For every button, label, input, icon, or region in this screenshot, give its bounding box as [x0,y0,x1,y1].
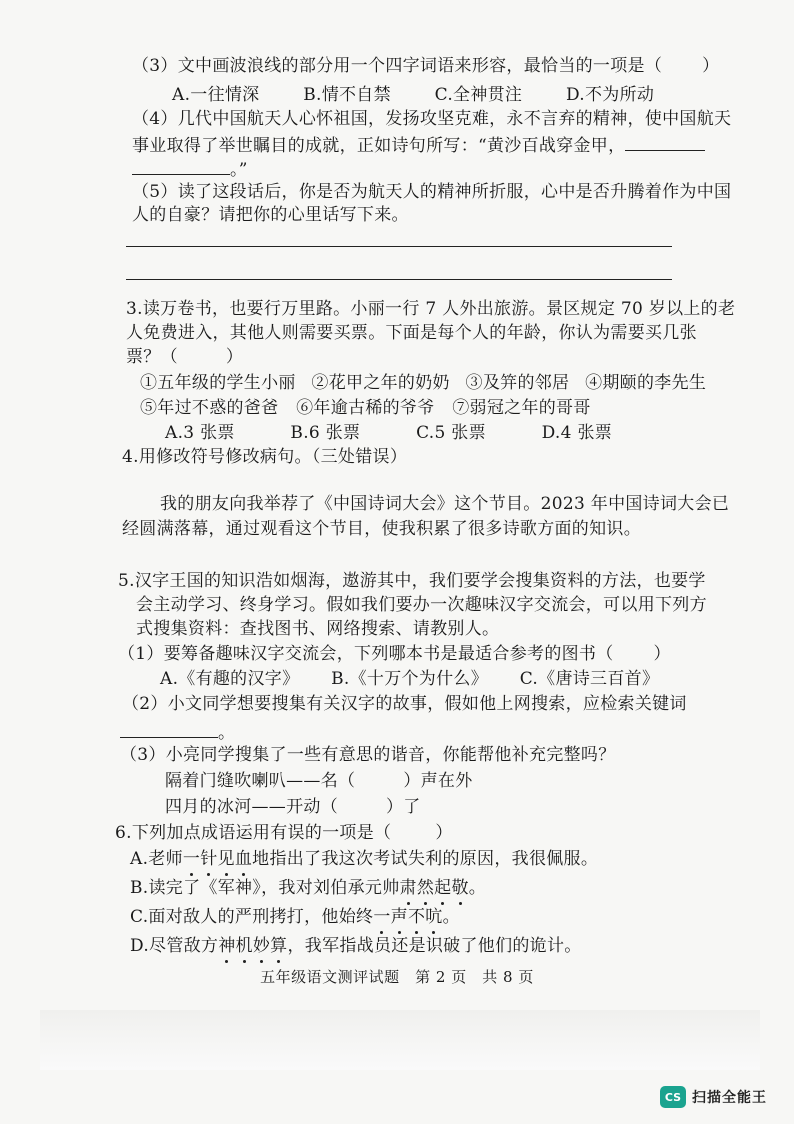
scanner-badge [660,1084,767,1110]
dotted-idiom: 一声不吭 [373,907,443,927]
answer-blank[interactable] [132,156,230,175]
q6-option-d: D.尽管敌方神机妙算，我军指战员还是识破了他们的诡计。 [130,936,582,956]
option-c: C.《唐诗三百首》 [519,669,660,689]
option-c: C.全神贯注 [434,85,523,105]
option-b: B.《十万个为什么》 [331,669,489,689]
option-b: B.6 张票 [290,423,361,443]
answer-line[interactable] [126,279,672,280]
q2-s3-stem: （3）文中画波浪线的部分用一个四字词语来形容，最恰当的一项是（ ） [132,56,720,76]
q6-option-c: C.面对敌人的严刑拷打，他始终一声不吭。 [130,907,460,927]
dotted-idiom: 肃然起敬 [399,878,469,898]
q3-people-row2: ⑤年过不惑的爸爸 ⑥年逾古稀的爷爷 ⑦弱冠之年的哥哥 [140,398,591,418]
option-b: B.情不自禁 [303,85,391,105]
q2-s3-options [172,84,654,106]
option-a: A.一往情深 [172,85,260,105]
q5-line3: 式搜集资料：查找图书、网络搜索、请教别人。 [136,619,500,639]
answer-blank[interactable] [625,132,705,151]
q3-people-row1: ①五年级的学生小丽 ②花甲之年的奶奶 ③及笄的邻居 ④期颐的李先生 [140,373,707,393]
option-a: A.《有趣的汉字》 [160,669,300,689]
q3-options [165,422,612,444]
q4-title: 4.用修改符号修改病句。（三处错误） [122,447,408,467]
scanner-badge-text: 扫描全能王 [692,1090,767,1106]
option-d: D.4 张票 [541,423,613,443]
q3-line1: 3.读万卷书，也要行万里路。小丽一行 7 人外出旅游。景区规定 70 岁以上的老 [126,299,736,319]
q2-s4-line2: 事业取得了举世瞩目的成就，正如诗句所写：“黄沙百战穿金甲， [132,132,705,157]
q5-s2-stem: （2）小文同学想要搜集有关汉字的故事，假如他上网搜索，应检索关键词 [122,694,687,714]
page-footer: 五年级语文测评试题 第 2 页 共 8 页 [260,968,534,986]
q5-s2-blank-line: 。 [120,719,235,744]
q5-s3-stem: （3）小亮同学搜集了一些有意思的谐音，你能帮他补充完整吗？ [120,745,616,765]
q3-line2: 人免费进入，其他人则需要买票。下面是每个人的年龄，你认为需要买几张 [126,323,697,343]
q2-s4-line1: （4）几代中国航天人心怀祖国，发扬攻坚克难，永不言弃的精神，使中国航天 [132,109,732,129]
dotted-idiom: 神机妙算 [218,936,288,956]
q4-sentence-line1: 我的朋友向我举荐了《中国诗词大会》这个节目。2023 年中国诗词大会已 [160,494,730,514]
q2-s4-line3: 。” [132,156,248,181]
q6-title: 6.下列加点成语运用有误的一项是（ ） [115,823,453,843]
q6-option-a: A.老师一针见血地指出了我这次考试失利的原因，我很佩服。 [130,849,599,869]
q4-sentence-line2: 经圆满落幕，通过观看这个节目，使我积累了很多诗歌方面的知识。 [122,519,641,539]
q5-s1-stem: （1）要筹备趣味汉字交流会，下列哪本书是最适合参考的图书（ ） [118,644,671,664]
option-a: A.3 张票 [165,423,235,443]
q5-s3-item1: 隔着门缝吹喇叭——名（ ）声在外 [165,771,473,791]
answer-line[interactable] [126,246,672,247]
q2-s5-line2: 人的自豪？请把你的心里话写下来。 [132,205,409,225]
q6-option-b: B.读完了《军神》，我对刘伯承元帅肃然起敬。 [130,878,487,898]
q5-line1: 5.汉字王国的知识浩如烟海，遨游其中，我们要学会搜集资料的方法，也要学 [118,571,706,591]
option-d: D.不为所动 [565,85,655,105]
q5-line2: 会主动学习、终身学习。假如我们要办一次趣味汉字交流会，可以用下列方 [136,595,707,615]
q3-line3: 票？（ ） [126,347,244,367]
q2-s5-line1: （5）读了这段话后，你是否为航天人的精神所折服，心中是否升腾着作为中国 [132,182,732,202]
option-c: C.5 张票 [416,423,486,443]
scan-shadow [40,1010,760,1070]
dotted-idiom: 一针见血 [182,849,253,869]
q5-s3-item2: 四月的冰河——开动（ ）了 [165,797,421,817]
answer-blank[interactable] [120,719,218,738]
q5-s1-options [160,668,659,690]
camscanner-logo-icon: CS [660,1086,686,1108]
